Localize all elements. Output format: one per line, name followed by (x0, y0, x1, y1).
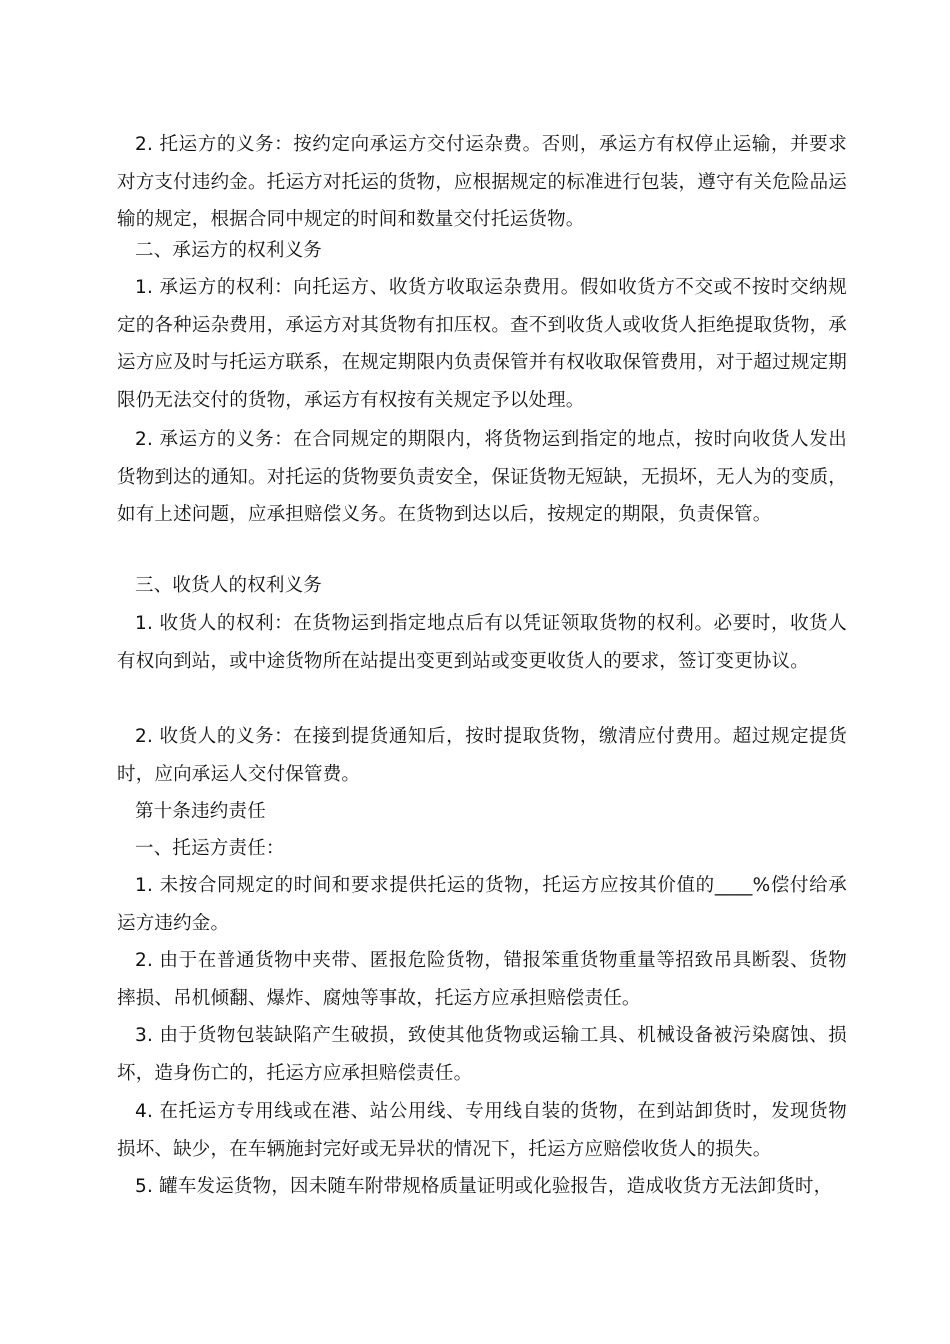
paragraph-shipper-obligations: 2. 托运方的义务：按约定向承运方交付运杂费。否则，承运方有权停止运输，并要求对方支付违约金。托运方对托运的货物，应根据规定的标准进行包装，遵守有关危险品运输的规定，根据合同中规定的时间和数量交付托运货物。 (117, 134, 847, 231)
paragraph-carrier-obligations: 2. 承运方的义务：在合同规定的期限内，将货物运到指定的地点，按时向收货人发出货物到达的通知。对托运的货物要负责安全，保证货物无短缺，无损坏，无人为的变质，如有上述问题，应承担赔偿义务。在货物到达以后，按规定的期限，负责保管。 (117, 429, 847, 526)
paragraph-carrier-rights: 1. 承运方的权利：向托运方、收货方收取运杂费用。假如收货方不交或不按时交纳规定的各种运杂费用，承运方对其货物有扣压权。查不到收货人或收货人拒绝提取货物，承运方应及时与托运方联系，在规定期限内负责保管并有权收取保管费用，对于超过规定期限仍无法交付的货物，承运方有权按有关规定予以处理。 (117, 277, 847, 411)
heading-article-ten: 第十条违约责任 (135, 801, 266, 822)
paragraph-consignee-obligations: 2. 收货人的义务：在接到提货通知后，按时提取货物，缴清应付费用。超过规定提货时，应向承运人交付保管费。 (117, 726, 847, 785)
heading-consignee-rights-obligations: 三、收货人的权利义务 (135, 575, 323, 596)
paragraph-liability-1: 1. 未按合同规定的时间和要求提供托运的货物，托运方应按其价值的____%偿付给承运方违约金。 (117, 875, 847, 934)
paragraph-liability-3: 3. 由于货物包装缺陷产生破损，致使其他货物或运输工具、机械设备被污染腐蚀、损坏，造身伤亡的，托运方应承担赔偿责任。 (117, 1025, 847, 1084)
heading-shipper-liability: 一、托运方责任： (135, 838, 285, 859)
paragraph-liability-4: 4. 在托运方专用线或在港、站公用线、专用线自装的货物，在到站卸货时，发现货物损坏、缺少，在车辆施封完好或无异状的情况下，托运方应赔偿收货人的损失。 (117, 1101, 847, 1160)
heading-carrier-rights-obligations: 二、承运方的权利义务 (135, 240, 323, 261)
paragraph-liability-2: 2. 由于在普通货物中夹带、匿报危险货物，错报笨重货物重量等招致吊具断裂、货物摔损、吊机倾翻、爆炸、腐烛等事故，托运方应承担赔偿责任。 (117, 950, 847, 1009)
paragraph-consignee-rights: 1. 收货人的权利：在货物运到指定地点后有以凭证领取货物的权利。必要时，收货人有权向到站，或中途货物所在站提出变更到站或变更收货人的要求，签订变更协议。 (117, 613, 847, 672)
paragraph-liability-5: 5. 罐车发运货物，因未随车附带规格质量证明或化验报告，造成收货方无法卸货时， (135, 1176, 833, 1197)
